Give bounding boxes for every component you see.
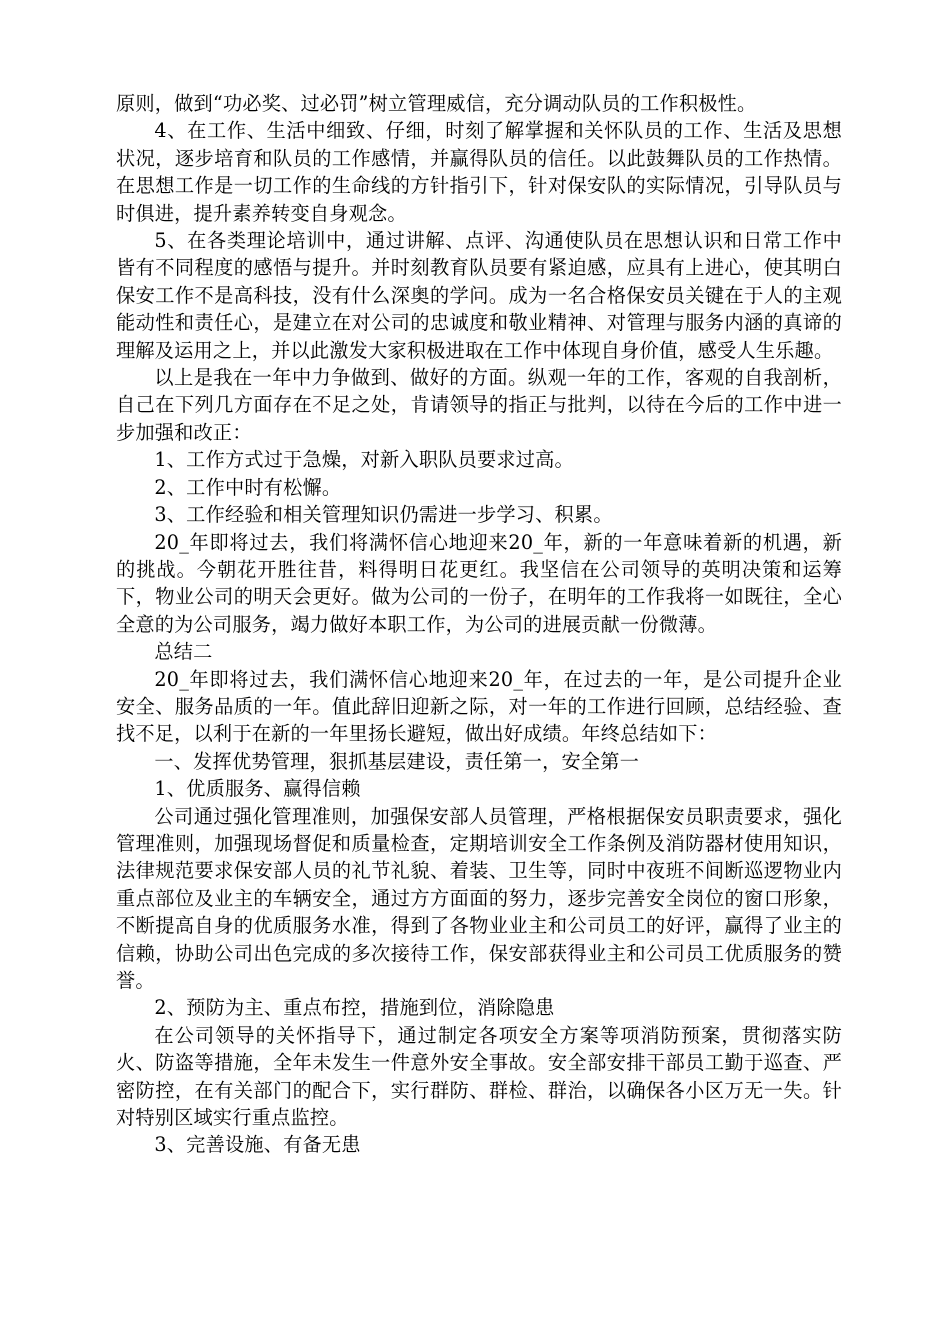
body-paragraph: 1、工作方式过于急燥，对新入职队员要求过高。 xyxy=(154,448,574,472)
body-paragraph: 一、发挥优势管理，狠抓基层建设，责任第一，安全第一 xyxy=(154,749,640,773)
body-paragraph: 20_年即将过去，我们将满怀信心地迎来20_年，新的一年意味着新的机遇，新的挑战。今朝花开胜往昔，料得明日花更红。我坚信在公司领导的英明决策和运筹下，物业公司的明天会更好。做为公司的一份子，在明年的工作我将一如既往，全心全意的为公司服务，竭力做好本职工作，为公司的进展贡献一份微薄。 xyxy=(116,530,842,636)
body-paragraph: 2、工作中时有松懈。 xyxy=(154,475,342,499)
body-paragraph: 3、完善设施、有备无患 xyxy=(154,1133,361,1157)
body-paragraph: 原则，做到“功必奖、过必罚”树立管理威信，充分调动队员的工作积极性。 xyxy=(116,92,757,115)
body-paragraph: 1、优质服务、赢得信赖 xyxy=(154,777,361,801)
body-paragraph: 20_年即将过去，我们满怀信心地迎来20_年，在过去的一年，是公司提升企业安全、服务品质的一年。值此辞旧迎新之际，对一年的工作进行回顾，总结经验、查找不足，以利于在新的一年里扬长避短，做出好成绩。年终总结如下： xyxy=(116,667,842,746)
body-paragraph: 5、在各类理论培训中，通过讲解、点评、沟通使队员在思想认识和日常工作中皆有不同程度的感悟与提升。并时刻教育队员要有紧迫感，应具有上进心，使其明白保安工作不是高科技，没有什么深奥的学问。成为一名合格保安员关键在于人的主观能动性和责任心，是建立在对公司的忠诚度和敬业精神、对管理与服务内涵的真谛的理解及运用之上，并以此激发大家积极进取在工作中体现自身价值，感受人生乐趣。 xyxy=(116,229,842,362)
body-paragraph: 总结二 xyxy=(154,640,213,664)
body-paragraph: 公司通过强化管理准则，加强保安部人员管理，严格根据保安员职责要求，强化管理准则，加强现场督促和质量检查，定期培训安全工作条例及消防器材使用知识，法律规范要求保安部人员的礼节礼貌、着装、卫生等，同时中夜班不间断巡逻物业内重点部位及业主的车辆安全，通过方方面面的努力，逐步完善安全岗位的窗口形象，不断提高自身的优质服务水准，得到了各物业业主和公司员工的好评，赢得了业主的信赖，协助公司出色完成的多次接待工作，保安部获得业主和公司员工优质服务的赞誉。 xyxy=(116,804,842,992)
body-paragraph: 以上是我在一年中力争做到、做好的方面。纵观一年的工作，客观的自我剖析，自己在下列几方面存在不足之处，肯请领导的指正与批判，以待在今后的工作中进一步加强和改正： xyxy=(116,366,842,444)
body-paragraph: 在公司领导的关怀指导下，通过制定各项安全方案等项消防预案，贯彻落实防火、防盗等措施，全年未发生一件意外安全事故。安全部安排干部员工勤于巡查、严密防控，在有关部门的配合下，实行群防、群检、群治，以确保各小区万无一失。针对特别区域实行重点监控。 xyxy=(116,1023,842,1130)
document-page xyxy=(116,90,842,1159)
body-paragraph: 3、工作经验和相关管理知识仍需进一步学习、积累。 xyxy=(154,503,613,527)
body-paragraph: 4、在工作、生活中细致、仔细，时刻了解掌握和关怀队员的工作、生活及思想状况，逐步培育和队员的工作感情，并赢得队员的信任。以此鼓舞队员的工作热情。在思想工作是一切工作的生命线的方针指引下，针对保安队的实际情况，引导队员与时俱进，提升素养转变自身观念。 xyxy=(116,119,842,225)
body-paragraph: 2、预防为主、重点布控，措施到位，消除隐患 xyxy=(154,996,555,1020)
